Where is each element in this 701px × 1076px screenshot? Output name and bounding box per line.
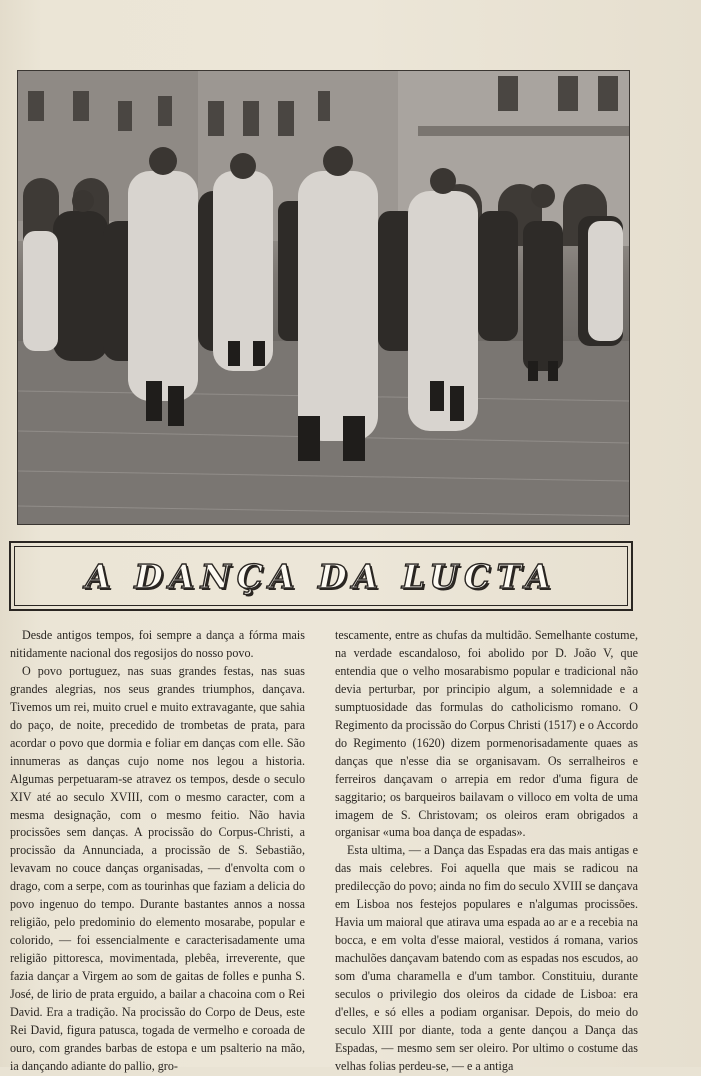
photo-illustration bbox=[18, 71, 630, 525]
left-text-column bbox=[10, 627, 305, 1076]
paragraph: Esta ultima, — a Dança das Espadas era das mais antigas e das mais celebres. Foi aquella que mais se radicou na predilecção do povo; ainda no fim do seculo XVIII se dançava em Lisboa nos festejos populares e n'algumas procissões. Havia um maioral que atirava uma espada ao ar e a recebia na bocca, e em volta d'esse maioral, vestidos á romana, varios machulões dançavam batendo com as espadas nos escudos, ao som d'uma charamella e d'um tambor. Constituiu, durante seculos o privilegio dos oleiros da cidade de Lisboa: era d'elles, e só elles a podiam organisar. Depois, do meio do seculo XIII por diante, toda a gente dançou a Dança das Espadas, — mesmo sem ser oleiro. Por ultimo o costume das velhas folias perdeu-se, — e a antiga bbox=[335, 843, 638, 1073]
right-text-column bbox=[335, 627, 638, 1076]
paragraph: Desde antigos tempos, foi sempre a dança a fórma mais nitidamente nacional dos regosijos do nosso povo. bbox=[10, 628, 305, 660]
paragraph: tescamente, entre as chufas da multidão. Semelhante costume, na verdade escandaloso, foi abolido por D. João V, que entendia que o velho mosarabismo popular e tradicional não devia perturbar, por principio algum, a solemnidade e a sumptuosidade das formulas do catholicismo romano. O Regimento da procissão do Corpus Christi (1517) e o Accordo do Regimento (1620) dizem pormenorisadamente quaes as danças que n'esse dia se organisavam. Os serralheiros e ferreiros dançavam o arrepia em redor d'uma figura de saggitario; os barqueiros bailavam o villoco em volta de uma imagem de S. Christovam; os oleiros eram obrigados a organisar «uma boa dança de espadas». bbox=[335, 628, 638, 840]
street-dancers-photo bbox=[17, 70, 630, 525]
paragraph: O povo portuguez, nas suas grandes festas, nas suas grandes alegrias, nos seus grandes triumphos, dançava. Tivemos um rei, muito cruel e muito extravagante, que sahia do paço, de noite, precedido de trombetas de prata, para acordar o povo que dormia e foliar em danças com elle. São innumeras as danças cujo nome nos legou a historia. Algumas perpetuaram-se atravez os tempos, desde o seculo XIV até ao seculo XVIII, com o mesmo caracter, com a mesma designação, com o mesmo feitio. Não havia procissões sem danças. A procissão do Corpus-Christi, a procissão da Annunciada, a procissão de S. Sebastião, levavam no couce danças organisadas, — d'envolta com o drago, com a serpe, com as tourinhas que faziam a delicia do povo ingenuo do tempo. Durante bastantes annos a nossa religião, pelo predominio do elemento mosarabe, popular e colorido, — foi essencialmente e caracterisadamente uma religião pittoresca, movimentada, plebêa, irreverente, que fazia dançar a Virgem ao som de gaitas de folles e punha S. José, de lirio de prata erguido, a bailar a chacoina com o Rei David. Era a tradição. Na procissão do Corpo de Deus, este Rei David, figura patusca, togada de vermelho e coroada de ouro, com grandes barbas de estopa e um psalterio na mão, ia dançando adiante do pallio, gro- bbox=[10, 663, 305, 1073]
article-title: A DANÇA DA LUCTA bbox=[85, 557, 557, 596]
title-banner bbox=[9, 541, 633, 611]
